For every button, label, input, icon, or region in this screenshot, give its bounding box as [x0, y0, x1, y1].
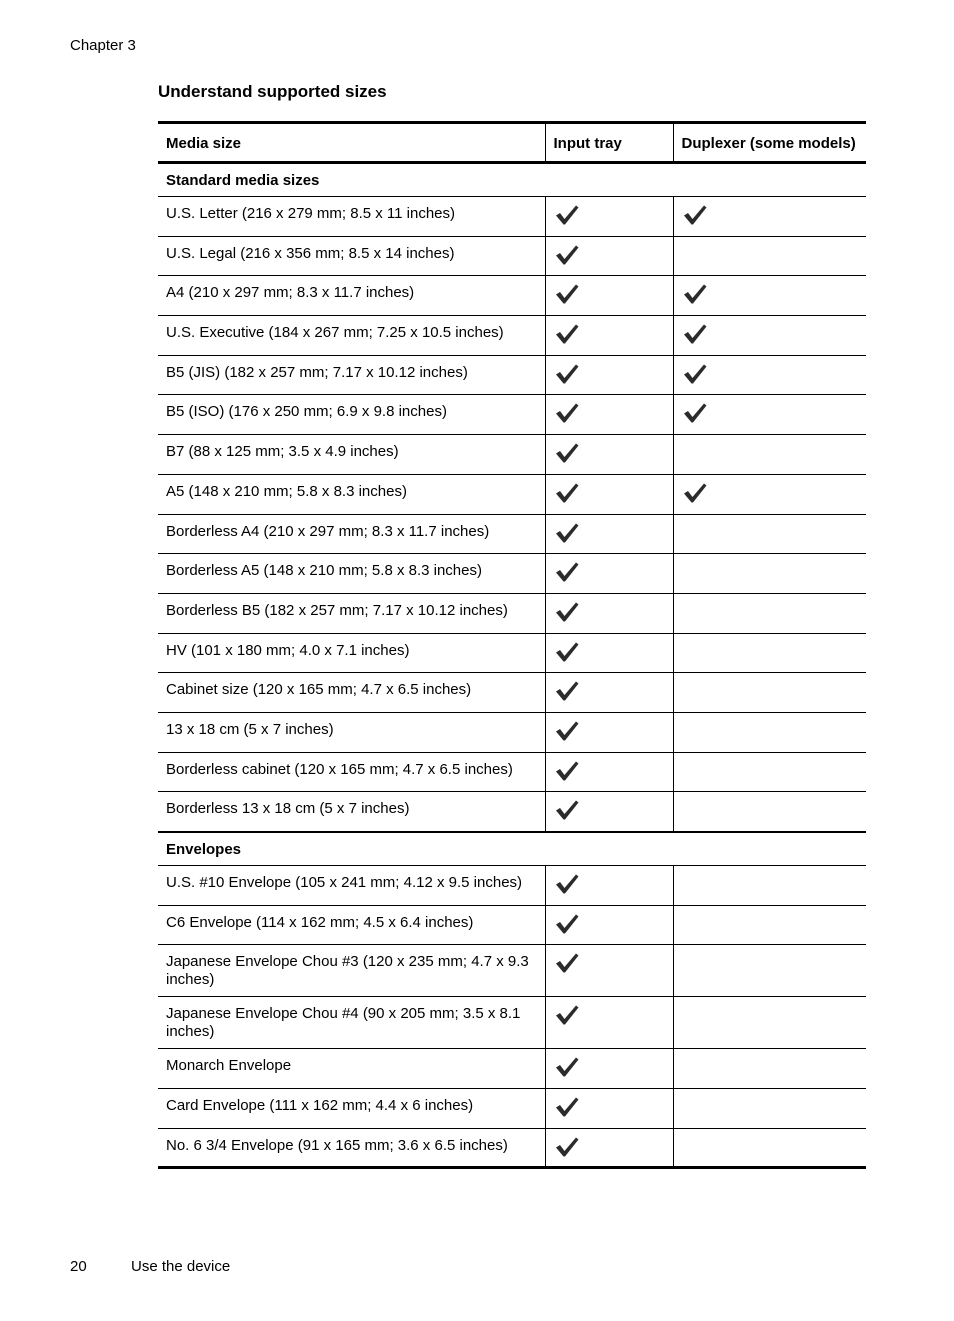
check-icon: [554, 798, 580, 822]
duplexer-cell: [673, 905, 866, 945]
table-row: [158, 712, 866, 752]
media-size-cell: Borderless B5 (182 x 257 mm; 7.17 x 10.12 inches): [158, 593, 545, 633]
check-icon: [554, 243, 580, 267]
table-row: [158, 474, 866, 514]
check-icon: [554, 203, 580, 227]
check-icon: [682, 203, 708, 227]
media-size-cell: U.S. #10 Envelope (105 x 241 mm; 4.12 x 9.5 inches): [158, 866, 545, 906]
duplexer-cell: [673, 673, 866, 713]
duplexer-cell: [673, 316, 866, 356]
table-header-row: [158, 123, 866, 163]
table-row: [158, 276, 866, 316]
check-icon: [554, 640, 580, 664]
check-icon: [554, 481, 580, 505]
input-tray-cell: [545, 712, 673, 752]
table-row: [158, 1128, 866, 1168]
check-icon: [554, 441, 580, 465]
duplexer-cell: [673, 554, 866, 594]
table-row: [158, 1089, 866, 1129]
table-row: [158, 997, 866, 1049]
duplexer-cell: [673, 395, 866, 435]
check-icon: [554, 521, 580, 545]
table-row: [158, 945, 866, 997]
duplexer-cell: [673, 633, 866, 673]
media-size-cell: A5 (148 x 210 mm; 5.8 x 8.3 inches): [158, 474, 545, 514]
table-row: [158, 866, 866, 906]
media-size-cell: Borderless A5 (148 x 210 mm; 5.8 x 8.3 inches): [158, 554, 545, 594]
supported-sizes-table: [158, 121, 866, 1169]
check-icon: [554, 679, 580, 703]
check-icon: [682, 362, 708, 386]
media-size-cell: B5 (JIS) (182 x 257 mm; 7.17 x 10.12 inches): [158, 355, 545, 395]
duplexer-cell: [673, 435, 866, 475]
check-icon: [554, 322, 580, 346]
table-row: [158, 792, 866, 832]
duplexer-cell: [673, 514, 866, 554]
check-icon: [682, 481, 708, 505]
check-icon: [554, 600, 580, 624]
check-icon: [682, 282, 708, 306]
check-icon: [554, 1095, 580, 1119]
duplexer-cell: [673, 1089, 866, 1129]
duplexer-cell: [673, 236, 866, 276]
check-icon: [554, 912, 580, 936]
input-tray-cell: [545, 554, 673, 594]
duplexer-cell: [673, 474, 866, 514]
duplexer-cell: [673, 866, 866, 906]
check-icon: [554, 872, 580, 896]
table-row: [158, 435, 866, 475]
table-body: [158, 163, 866, 1168]
media-size-cell: HV (101 x 180 mm; 4.0 x 7.1 inches): [158, 633, 545, 673]
column-header-input-tray: Input tray: [545, 123, 673, 163]
input-tray-cell: [545, 316, 673, 356]
media-size-cell: 13 x 18 cm (5 x 7 inches): [158, 712, 545, 752]
table-row: [158, 673, 866, 713]
page-number: 20: [70, 1258, 87, 1275]
media-size-cell: U.S. Letter (216 x 279 mm; 8.5 x 11 inches): [158, 197, 545, 237]
media-size-cell: Japanese Envelope Chou #3 (120 x 235 mm; 4.7 x 9.3 inches): [158, 945, 545, 997]
input-tray-cell: [545, 752, 673, 792]
table-row: [158, 197, 866, 237]
group-header-row: [158, 832, 866, 866]
input-tray-cell: [545, 355, 673, 395]
input-tray-cell: [545, 633, 673, 673]
chapter-label: Chapter 3: [70, 37, 136, 54]
duplexer-cell: [673, 945, 866, 997]
check-icon: [554, 282, 580, 306]
media-size-cell: Cabinet size (120 x 165 mm; 4.7 x 6.5 inches): [158, 673, 545, 713]
media-size-cell: Monarch Envelope: [158, 1049, 545, 1089]
input-tray-cell: [545, 236, 673, 276]
media-size-cell: Borderless cabinet (120 x 165 mm; 4.7 x 6.5 inches): [158, 752, 545, 792]
section-title: Understand supported sizes: [158, 82, 387, 101]
input-tray-cell: [545, 1128, 673, 1168]
check-icon: [554, 951, 580, 975]
duplexer-cell: [673, 197, 866, 237]
media-size-cell: U.S. Legal (216 x 356 mm; 8.5 x 14 inches): [158, 236, 545, 276]
table-row: [158, 633, 866, 673]
footer-section-title: Use the device: [131, 1258, 231, 1275]
check-icon: [554, 759, 580, 783]
table-row: [158, 395, 866, 435]
input-tray-cell: [545, 395, 673, 435]
duplexer-cell: [673, 997, 866, 1049]
duplexer-cell: [673, 1049, 866, 1089]
duplexer-cell: [673, 1128, 866, 1168]
check-icon: [554, 560, 580, 584]
duplexer-cell: [673, 712, 866, 752]
media-size-cell: A4 (210 x 297 mm; 8.3 x 11.7 inches): [158, 276, 545, 316]
input-tray-cell: [545, 593, 673, 633]
input-tray-cell: [545, 435, 673, 475]
input-tray-cell: [545, 197, 673, 237]
check-icon: [554, 362, 580, 386]
duplexer-cell: [673, 276, 866, 316]
check-icon: [554, 719, 580, 743]
duplexer-cell: [673, 593, 866, 633]
table-row: [158, 905, 866, 945]
check-icon: [554, 1003, 580, 1027]
check-icon: [682, 322, 708, 346]
group-label: Standard media sizes: [158, 163, 866, 197]
input-tray-cell: [545, 866, 673, 906]
media-size-cell: Borderless 13 x 18 cm (5 x 7 inches): [158, 792, 545, 832]
media-size-cell: B5 (ISO) (176 x 250 mm; 6.9 x 9.8 inches): [158, 395, 545, 435]
input-tray-cell: [545, 1049, 673, 1089]
column-header-media-size: Media size: [158, 123, 545, 163]
duplexer-cell: [673, 792, 866, 832]
column-header-duplexer: Duplexer (some models): [673, 123, 866, 163]
media-size-cell: Japanese Envelope Chou #4 (90 x 205 mm; 3.5 x 8.1 inches): [158, 997, 545, 1049]
table-row: [158, 593, 866, 633]
check-icon: [554, 1135, 580, 1159]
duplexer-cell: [673, 355, 866, 395]
table-row: [158, 752, 866, 792]
table-row: [158, 355, 866, 395]
media-size-cell: No. 6 3/4 Envelope (91 x 165 mm; 3.6 x 6.5 inches): [158, 1128, 545, 1168]
input-tray-cell: [545, 514, 673, 554]
input-tray-cell: [545, 673, 673, 713]
table-row: [158, 316, 866, 356]
input-tray-cell: [545, 997, 673, 1049]
input-tray-cell: [545, 1089, 673, 1129]
check-icon: [554, 401, 580, 425]
input-tray-cell: [545, 474, 673, 514]
group-label: Envelopes: [158, 832, 866, 866]
input-tray-cell: [545, 905, 673, 945]
group-header-row: [158, 163, 866, 197]
table-row: [158, 236, 866, 276]
input-tray-cell: [545, 276, 673, 316]
check-icon: [682, 401, 708, 425]
media-size-cell: U.S. Executive (184 x 267 mm; 7.25 x 10.5 inches): [158, 316, 545, 356]
table-row: [158, 554, 866, 594]
duplexer-cell: [673, 752, 866, 792]
table-row: [158, 1049, 866, 1089]
table-row: [158, 514, 866, 554]
check-icon: [554, 1055, 580, 1079]
input-tray-cell: [545, 792, 673, 832]
input-tray-cell: [545, 945, 673, 997]
media-size-cell: Card Envelope (111 x 162 mm; 4.4 x 6 inches): [158, 1089, 545, 1129]
media-size-cell: B7 (88 x 125 mm; 3.5 x 4.9 inches): [158, 435, 545, 475]
media-size-cell: C6 Envelope (114 x 162 mm; 4.5 x 6.4 inches): [158, 905, 545, 945]
media-size-cell: Borderless A4 (210 x 297 mm; 8.3 x 11.7 inches): [158, 514, 545, 554]
